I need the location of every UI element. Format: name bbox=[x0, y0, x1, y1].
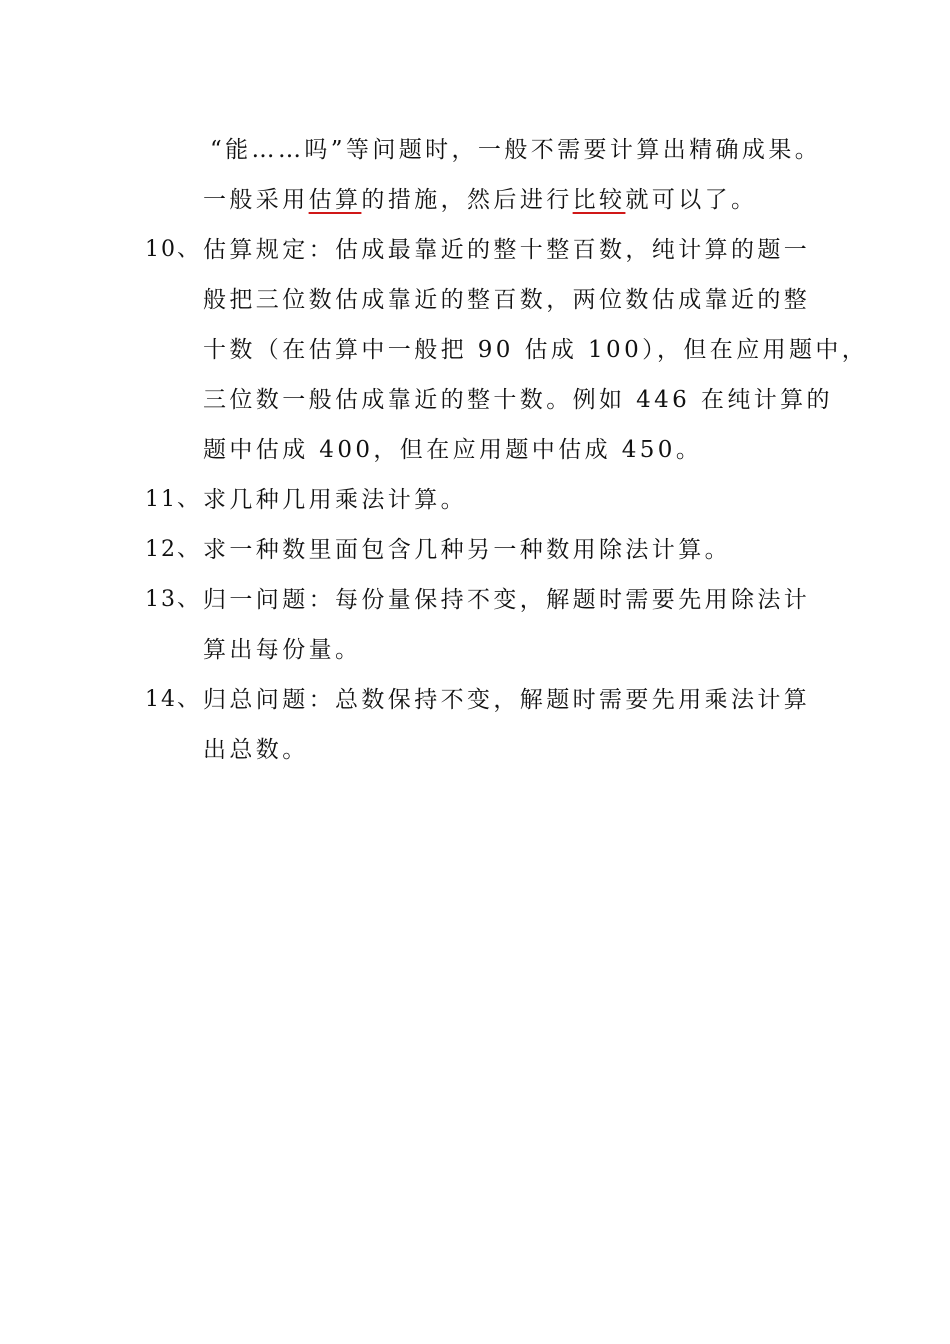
list-number: 11、 bbox=[145, 487, 201, 512]
list-item-line: 十数（在估算中一般把 90 估成 100），但在应用题中， bbox=[203, 337, 869, 363]
list-number: 13、 bbox=[145, 587, 201, 612]
text-run: 一般采用 bbox=[203, 187, 309, 213]
list-item-line: 归总问题：总数保持不变，解题时需要先用乘法计算 bbox=[203, 687, 811, 713]
underlined-term: 比较 bbox=[572, 187, 626, 213]
text-run: 的措施，然后进行 bbox=[361, 187, 573, 213]
list-item-line: 算出每份量。 bbox=[203, 637, 362, 663]
list-item-line: 估算规定：估成最靠近的整十整百数，纯计算的题一 bbox=[203, 237, 811, 263]
list-item-line: 般把三位数估成靠近的整百数，两位数估成靠近的整 bbox=[203, 287, 811, 313]
list-item-line: 求几种几用乘法计算。 bbox=[203, 487, 467, 513]
list-item-line: 求一种数里面包含几种另一种数用除法计算。 bbox=[203, 537, 731, 563]
list-item-line: 归一问题：每份量保持不变，解题时需要先用除法计 bbox=[203, 587, 811, 613]
list-item-line: 三位数一般估成靠近的整十数。例如 446 在纯计算的 bbox=[203, 387, 833, 413]
underlined-term: 估算 bbox=[308, 187, 362, 213]
text-run: 就可以了。 bbox=[625, 187, 758, 213]
list-number: 14、 bbox=[145, 687, 201, 712]
list-number: 12、 bbox=[145, 537, 201, 562]
paragraph-line bbox=[203, 185, 757, 215]
list-item-line: 题中估成 400，但在应用题中估成 450。 bbox=[203, 437, 703, 463]
list-number: 10、 bbox=[145, 237, 201, 262]
paragraph-line: “能……吗”等问题时，一般不需要计算出精确成果。 bbox=[210, 137, 822, 163]
list-item-line: 出总数。 bbox=[203, 737, 309, 763]
